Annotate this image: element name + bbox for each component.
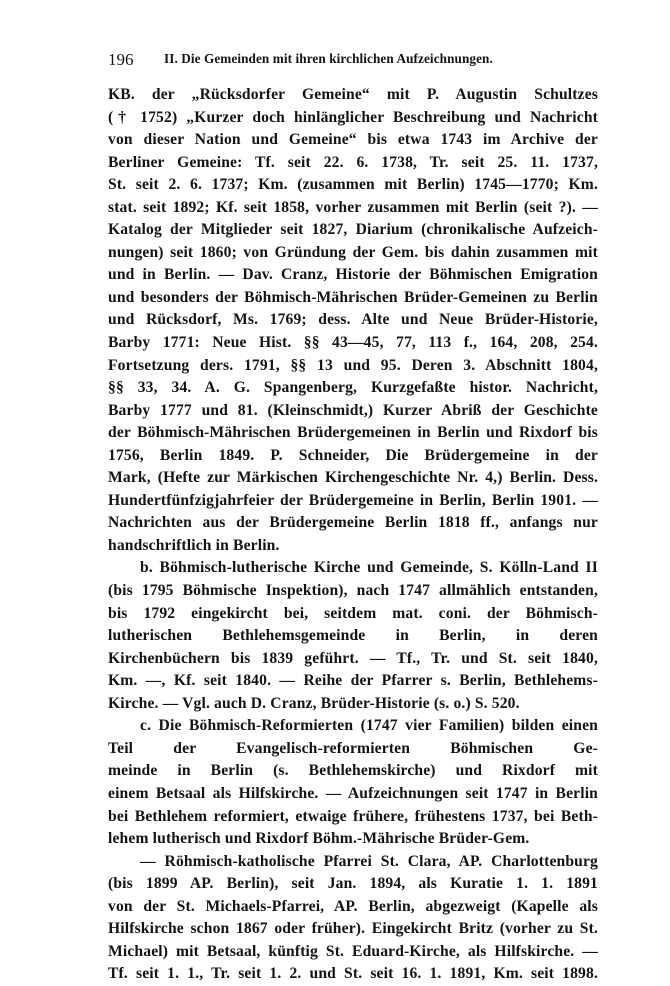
text-line: Kirchenbüchern bis 1839 geführt. — Tf., Tr. und St. seit 1840, — [108, 649, 598, 667]
text-line: von der St. Michaels-Pfarrei, AP. Berlin, abgezweigt (Kapelle als — [108, 897, 598, 915]
text-line: Nachrichten aus der Brüdergemeine Berlin 1818 ff., anfangs nur — [108, 514, 598, 532]
text-line: und besonders der Böhmisch-Mährischen Brüder-Gemeinen zu Berlin — [108, 288, 598, 306]
text-line: lutherischen Bethlehemsgemeinde in Berlin, in deren — [108, 627, 598, 645]
text-line: c. Die Böhmisch-Reformierten (1747 vier Familien) bilden einen — [140, 717, 598, 735]
text-line: Fortsetzung ders. 1791, §§ 13 und 95. Deren 3. Abschnitt 1804, — [108, 356, 598, 374]
text-line: 1756, Berlin 1849. P. Schneider, Die Brüdergemeine in der — [108, 446, 598, 464]
text-line: Hilfskirche schon 1867 oder früher). Eingekircht Britz (vorher zu St. — [108, 920, 598, 938]
text-line: KB. der „Rücksdorfer Gemeine“ mit P. Augustin Schultzes — [108, 86, 598, 103]
text-line: handschriftlich in Berlin. — [108, 536, 280, 554]
page-body — [108, 84, 598, 986]
text-line: Mark, (Hefte zur Märkischen Kirchengeschichte Nr. 4,) Berlin. Dess. — [108, 469, 598, 487]
text-line: und Rücksdorf, Ms. 1769; dess. Alte und Neue Brüder-Historie, — [108, 311, 598, 329]
text-line: Barby 1777 und 81. (Kleinschmidt,) Kurzer Abriß der Geschichte — [108, 401, 598, 419]
running-head: II. Die Gemeinden mit ihren kirchlichen Aufzeichnungen. — [164, 51, 493, 66]
text-line: nungen) seit 1860; von Gründung der Gem. bis dahin zusammen mit — [108, 243, 598, 261]
page-number: 196 — [108, 50, 134, 69]
text-line: Tf. seit 1. 1., Tr. seit 1. 2. und St. seit 16. 1. 1891, Km. seit 1898. — [108, 965, 598, 983]
text-line: — Röhmisch-katholische Pfarrei St. Clara, AP. Charlottenburg — [140, 852, 598, 870]
text-line: Km. —, Kf. seit 1840. — Reihe der Pfarrer s. Berlin, Bethlehems- — [108, 672, 598, 690]
text-line: Michael) mit Betsaal, künftig St. Eduard-Kirche, als Hilfskirche. — — [108, 942, 598, 960]
text-line: einem Betsaal als Hilfskirche. — Aufzeichnungen seit 1747 in Berlin — [108, 784, 598, 802]
text-line: Hundertfünfzigjahrfeier der Brüdergemeine in Berlin, Berlin 1901. — — [108, 491, 598, 509]
text-line: b. Böhmisch-lutherische Kirche und Gemeinde, S. Kölln-Land II — [140, 559, 598, 577]
text-line: Katalog der Mitglieder seit 1827, Diarium (chronikalische Aufzeich- — [108, 221, 598, 239]
text-line: († 1752) „Kurzer doch hinlänglicher Beschreibung und Nachricht — [108, 108, 598, 126]
text-line: (bis 1795 Böhmische Inspektion), nach 1747 allmählich entstanden, — [108, 582, 598, 600]
text-line: St. seit 2. 6. 1737; Km. (zusammen mit Berlin) 1745—1770; Km. — [108, 176, 598, 194]
text-line: Barby 1771: Neue Hist. §§ 43—45, 77, 113 f., 164, 208, 254. — [108, 334, 598, 352]
text-line: und in Berlin. — Dav. Cranz, Historie der Böhmischen Emigration — [108, 266, 598, 284]
text-line: (bis 1899 AP. Berlin), seit Jan. 1894, als Kuratie 1. 1. 1891 — [108, 875, 598, 893]
text-line: bei Bethlehem reformiert, etwaige frühere, frühestens 1737, bei Beth- — [108, 807, 598, 825]
text-line: der Böhmisch-Mährischen Brüdergemeinen in Berlin und Rixdorf bis — [108, 424, 598, 442]
text-line: stat. seit 1892; Kf. seit 1858, vorher zusammen mit Berlin (seit ?). — — [108, 198, 598, 216]
text-line: lehem lutherisch und Rixdorf Böhm.-Mährische Brüder-Gem. — [108, 830, 530, 848]
text-line: von dieser Nation und Gemeine“ bis etwa 1743 im Archive der — [108, 131, 598, 149]
text-line: §§ 33, 34. A. G. Spangenberg, Kurzgefaßte histor. Nachricht, — [108, 379, 598, 397]
text-line: meinde in Berlin (s. Bethlehemskirche) und Rixdorf mit — [108, 762, 598, 780]
text-line: bis 1792 eingekircht bei, seitdem mat. coni. der Böhmisch- — [108, 604, 598, 622]
text-line: Teil der Evangelisch-reformierten Böhmischen Ge- — [108, 739, 598, 757]
text-line: Berliner Gemeine: Tf. seit 22. 6. 1738, Tr. seit 25. 11. 1737, — [108, 153, 598, 171]
page-header — [108, 50, 598, 70]
text-line: Kirche. — Vgl. auch D. Cranz, Brüder-Historie (s. o.) S. 520. — [108, 694, 520, 712]
